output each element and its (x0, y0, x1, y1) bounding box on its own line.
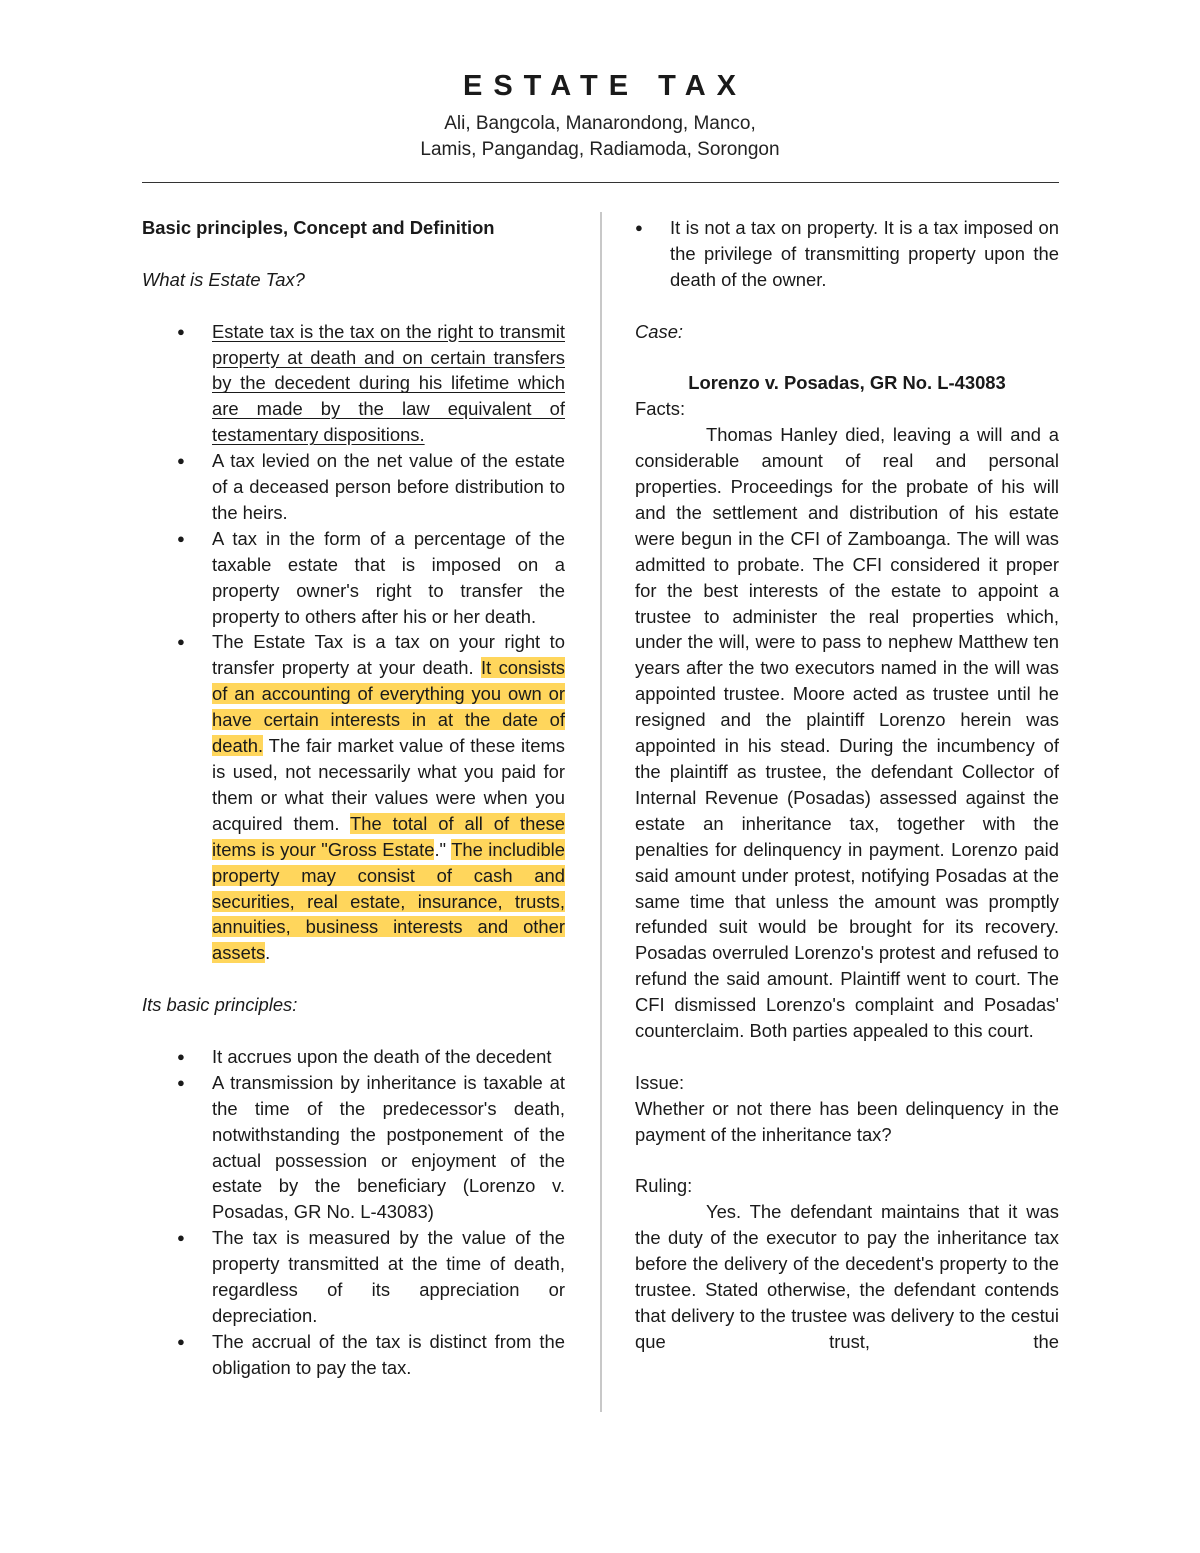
column-divider (600, 212, 602, 1412)
section-heading: Basic principles, Concept and Definition (142, 217, 495, 238)
list-item (142, 629, 565, 966)
facts-label: Facts: (635, 398, 686, 420)
facts-text: Thomas Hanley died, leaving a will and a considerable amount of real and personal properties. Proceedings for the probate of his will and the settlement and distribution of his estate were begun in the CFI of Zamboanga. The will was admitted to probate. The CFI considered it proper for the best interests of the estate to appoint a trustee to administer the real properties which, under the will, were to pass to nephew Matthew ten years after the two executors named in the will was appointed trustee. Moore acted as trustee until he resigned and the plaintiff Lorenzo herein was appointed in his stead. During the incumbency of the plaintiff as trustee, the defendant Collector of Internal Revenue (Posadas) assessed against the estate an inheritance tax, together with the penalties for delinquency in payment. Lorenzo paid said amount under protest, notifying Posadas at the same time that unless the amount was promptly refunded suit would be brought for its recovery. Posadas overruled Lorenzo's protest and refused to refund the said amount. Plaintiff went to court. The CFI dismissed Lorenzo's complaint and Posadas' counterclaim. Both parties appealed to this court. (635, 424, 1059, 1042)
definition-4-part-1: The Estate Tax is a tax on your right to transfer property at your death. (212, 631, 565, 679)
highlight: The total of all of these items is your "Gross Estate (212, 812, 565, 860)
list-item: ● It is not a tax on property. It is a tax imposed on the privilege of transmitting property upon the death of the owner. (600, 215, 1059, 293)
list-item: ● A tax levied on the net value of the estate of a deceased person before distribution to the heirs. (142, 448, 565, 526)
definition-1: Estate tax is the tax on the right to transmit property at death and on certain transfers by the decedent during his lifetime which are made by the law equivalent of testamentary dispositions. (212, 320, 565, 446)
list-item: ● It accrues upon the death of the decedent (142, 1044, 565, 1070)
list-item: ● The tax is measured by the value of the property transmitted at the time of death, regardless of its appreciation or depreciation. (142, 1225, 565, 1329)
definition-4-part-4: . (265, 942, 271, 964)
principles-heading: Its basic principles: (142, 994, 298, 1016)
left-column (142, 215, 565, 1381)
list-item: ● A tax in the form of a percentage of the taxable estate that is imposed on a property owner's right to transfer the property to others after his or her death. (142, 526, 565, 630)
definitions-list-continued (600, 215, 1059, 293)
case-label: Case: (635, 320, 684, 342)
list-item: ● A transmission by inheritance is taxable at the time of the predecessor's death, notwithstanding the postponement of the actual possession or enjoyment of the estate by the beneficiary (Lorenzo v. Posadas, GR No. L-43083) (142, 1070, 565, 1225)
list-item (142, 319, 565, 449)
definition-4-part-3: ." (434, 838, 452, 860)
question-heading: What is Estate Tax? (142, 268, 305, 290)
principles-list (142, 1044, 565, 1381)
highlight: The includible property may consist of cash and securities, real estate, insurance, trusts, annuities, business interests and other assets (212, 838, 565, 964)
definitions-list (142, 319, 565, 967)
authors-line-2: Lamis, Pangandag, Radiamoda, Sorongon (420, 139, 780, 160)
header-divider (142, 182, 1059, 183)
ruling-text: Yes. The defendant maintains that it was the duty of the executor to pay the inheritance tax before the delivery of the decedent's property to the trustee. Stated otherwise, the defendant contends that delivery to the trustee was delivery to the cestui que trust, the (635, 1201, 1059, 1352)
case-title: Lorenzo v. Posadas, GR No. L-43083 (688, 372, 1006, 394)
issue-label: Issue: (635, 1071, 685, 1093)
authors-line-1: Ali, Bangcola, Manarondong, Manco, (444, 113, 756, 134)
list-item: ● The accrual of the tax is distinct from the obligation to pay the tax. (142, 1329, 565, 1381)
authors (0, 111, 1200, 163)
highlight: It consists of an accounting of everything you own or have certain interests in at the date of death. (212, 657, 566, 757)
document-title: ESTATE TAX (463, 70, 747, 102)
definition-4-part-2: The fair market value of these items is used, not necessarily what you paid for them or what their values were when you acquired them. (212, 735, 565, 834)
issue-text: Whether or not there has been delinquency in the payment of the inheritance tax? (635, 1097, 1059, 1145)
right-column (635, 215, 1059, 1355)
ruling-label: Ruling: (635, 1175, 693, 1197)
